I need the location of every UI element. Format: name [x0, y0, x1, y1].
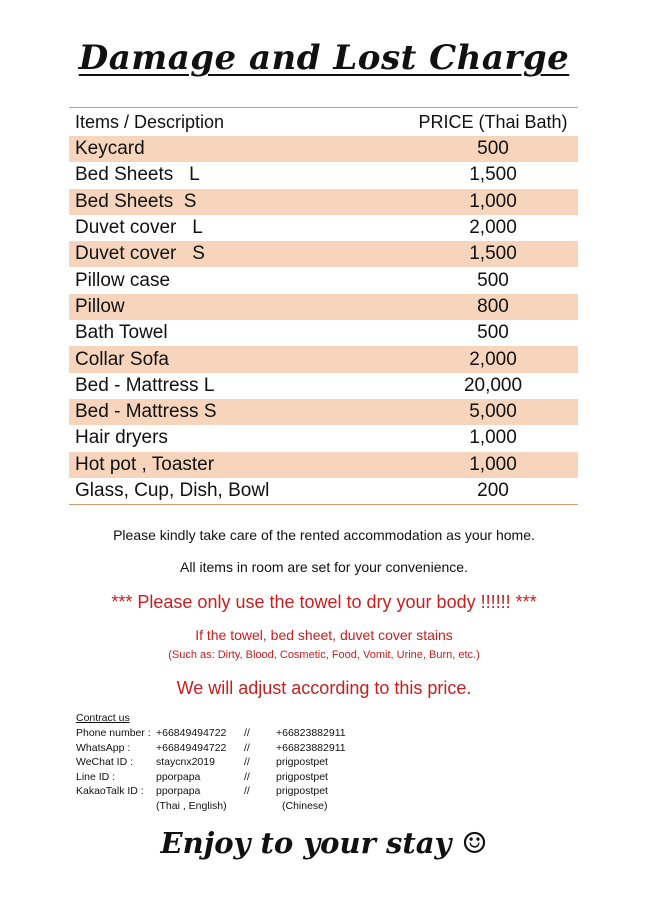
price-cell: 1,000	[469, 427, 517, 449]
item-cell: Bed - Mattress L	[75, 374, 215, 396]
price-cell: 500	[477, 322, 509, 344]
price-cell: 1,500	[469, 164, 517, 186]
contact-chinese: +66823882911	[276, 741, 346, 754]
header-price: PRICE (Thai Bath)	[418, 111, 568, 132]
item-cell: Collar Sofa	[75, 348, 169, 370]
item-cell: Bath Towel	[75, 322, 168, 344]
contact-row	[76, 741, 372, 756]
price-cell: 1,500	[469, 243, 517, 265]
item-cell: Duvet cover L	[75, 217, 203, 239]
contact-label: Phone number :	[76, 727, 151, 740]
item-cell: Keycard	[75, 138, 145, 160]
price-cell: 500	[477, 138, 509, 160]
contact-label: WeChat ID :	[76, 756, 133, 769]
item-cell: Pillow	[75, 295, 125, 317]
contact-separator: //	[244, 785, 250, 798]
chinese-language-note: (Chinese)	[282, 799, 328, 812]
contact-separator: //	[244, 727, 250, 740]
contact-label: WhatsApp :	[76, 741, 131, 754]
table-row	[69, 399, 578, 425]
stain-warning: If the towel, bed sheet, duvet cover stains	[195, 627, 453, 643]
contact-separator: //	[244, 756, 250, 769]
contact-chinese: prigpostpet	[276, 785, 328, 798]
contact-row	[76, 726, 372, 741]
contact-thai: +66849494722	[156, 727, 227, 740]
item-cell: Glass, Cup, Dish, Bowl	[75, 480, 270, 501]
contact-language-row	[76, 799, 372, 814]
price-cell: 1,000	[469, 190, 517, 212]
contact-label: Line ID :	[76, 770, 116, 783]
table-row	[69, 425, 578, 451]
table-row	[69, 346, 578, 372]
contact-separator: //	[244, 770, 250, 783]
item-cell: Bed Sheets S	[75, 190, 197, 212]
contact-chinese: prigpostpet	[276, 770, 328, 783]
price-cell: 800	[477, 295, 509, 317]
adjust-warning: We will adjust according to this price.	[176, 678, 472, 698]
contact-row	[76, 784, 372, 799]
contact-row	[76, 770, 372, 785]
price-cell: 20,000	[463, 374, 523, 396]
contact-chinese: +66823882911	[276, 727, 346, 740]
towel-warning: *** Please only use the towel to dry your body !!!!!! ***	[111, 592, 537, 612]
footer-message: Enjoy to your stay ☺	[160, 826, 488, 860]
contact-thai: pporpapa	[156, 785, 201, 798]
price-cell: 500	[477, 269, 509, 291]
contact-row	[76, 755, 372, 770]
item-cell: Hot pot , Toaster	[75, 453, 215, 475]
price-cell: 200	[477, 480, 509, 501]
table-row	[69, 294, 578, 320]
contact-title: Contract us	[76, 712, 130, 724]
care-note: Please kindly take care of the rented accommodation as your home.	[113, 527, 535, 543]
table-row	[69, 267, 578, 293]
price-cell: 2,000	[469, 217, 517, 239]
table-row	[69, 189, 578, 215]
price-cell: 2,000	[469, 348, 517, 370]
item-cell: Pillow case	[75, 269, 171, 291]
item-cell: Hair dryers	[75, 427, 168, 449]
table-row	[69, 162, 578, 188]
charge-table	[69, 107, 578, 505]
price-cell: 5,000	[469, 401, 517, 423]
stain-examples: (Such as: Dirty, Blood, Cosmetic, Food, Vomit, Urine, Burn, etc.)	[168, 649, 480, 661]
contact-section	[76, 712, 372, 813]
convenience-note: All items in room are set for your convenience.	[180, 559, 468, 575]
header-item: Items / Description	[75, 111, 225, 132]
table-row	[69, 215, 578, 241]
contact-thai: pporpapa	[156, 770, 201, 783]
thai-language-note: (Thai , English)	[156, 799, 227, 812]
table-row	[69, 320, 578, 346]
contact-thai: staycnx2019	[156, 756, 215, 769]
contact-separator: //	[244, 741, 250, 754]
table-row	[69, 373, 578, 399]
table-row	[69, 241, 578, 267]
contact-label: KakaoTalk ID :	[76, 785, 144, 798]
contact-thai: +66849494722	[156, 741, 227, 754]
table-header	[69, 108, 578, 136]
page-title: Damage and Lost Charge	[78, 38, 570, 78]
table-row	[69, 452, 578, 478]
item-cell: Bed Sheets L	[75, 164, 200, 186]
table-row	[69, 136, 578, 162]
contact-chinese: prigpostpet	[276, 756, 328, 769]
item-cell: Bed - Mattress S	[75, 401, 217, 423]
table-row	[69, 478, 578, 504]
price-cell: 1,000	[469, 453, 517, 475]
item-cell: Duvet cover S	[75, 243, 205, 265]
